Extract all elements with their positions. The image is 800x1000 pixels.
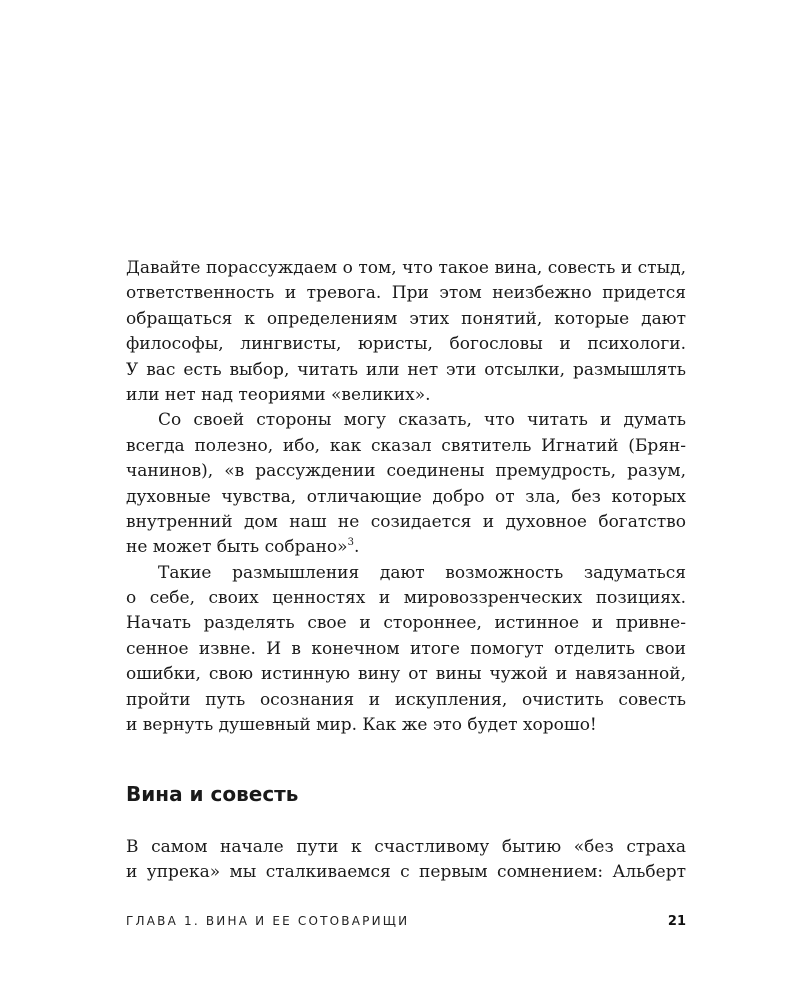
- text-line: чанинов), «в рассуждении соединены премудрость, разум,: [126, 461, 686, 482]
- running-head: ГЛАВА 1. ВИНА И ЕЕ СОТОВАРИЩИ: [126, 914, 410, 928]
- text-line: о себе, своих ценностях и мировоззренческих позициях.: [126, 588, 686, 609]
- text-line: Со своей стороны могу сказать, что читать и думать: [158, 410, 686, 431]
- section-body-text: [126, 835, 686, 886]
- text-line: философы, лингвисты, юристы, богословы и психологи.: [126, 334, 686, 355]
- text-line: Давайте порассуждаем о том, что такое вина, совесть и стыд,: [126, 258, 686, 278]
- text-line: и упрека» мы сталкиваемся с первым сомнением: Альберт: [126, 862, 686, 883]
- page-footer: [126, 914, 686, 934]
- text-line: и вернуть душевный мир. Как же это будет хорошо!: [126, 715, 597, 736]
- footnote-reference: 3: [347, 537, 354, 549]
- text-line: духовные чувства, отличающие добро от зла, без которых: [126, 486, 686, 507]
- text-line: Начать разделять свое и стороннее, истинное и привне-: [126, 613, 686, 634]
- text-line-content: не может быть собрано»: [126, 537, 348, 558]
- text-line: сенное извне. И в конечном итоге помогут отделить свои: [126, 638, 686, 659]
- text-line: всегда полезно, ибо, как сказал святитель Игнатий (Брян-: [126, 435, 686, 456]
- text-line: В самом начале пути к счастливому бытию «без страха: [126, 837, 686, 857]
- text-line: или нет над теориями «великих».: [126, 384, 431, 405]
- text-line: обращаться к определениям этих понятий, которые дают: [126, 308, 686, 329]
- page-number: 21: [667, 914, 686, 929]
- text-line: У вас есть выбор, читать или нет эти отсылки, размышлять: [126, 359, 686, 380]
- text-line: ответственность и тревога. При этом неизбежно придется: [126, 283, 686, 304]
- text-line: внутренний дом наш не созидается и духовное богатство: [126, 511, 686, 532]
- text-line-with-footnote: не может быть собрано»$^3$.: [126, 537, 360, 558]
- text-line: Такие размышления дают возможность задуматься: [158, 562, 686, 583]
- text-line: пройти путь осознания и искупления, очистить совесть: [126, 689, 686, 710]
- body-text: [126, 256, 686, 738]
- section-heading: Вина и совесть: [126, 782, 299, 806]
- text-line: ошибки, свою истинную вину от вины чужой и навязанной,: [126, 664, 686, 685]
